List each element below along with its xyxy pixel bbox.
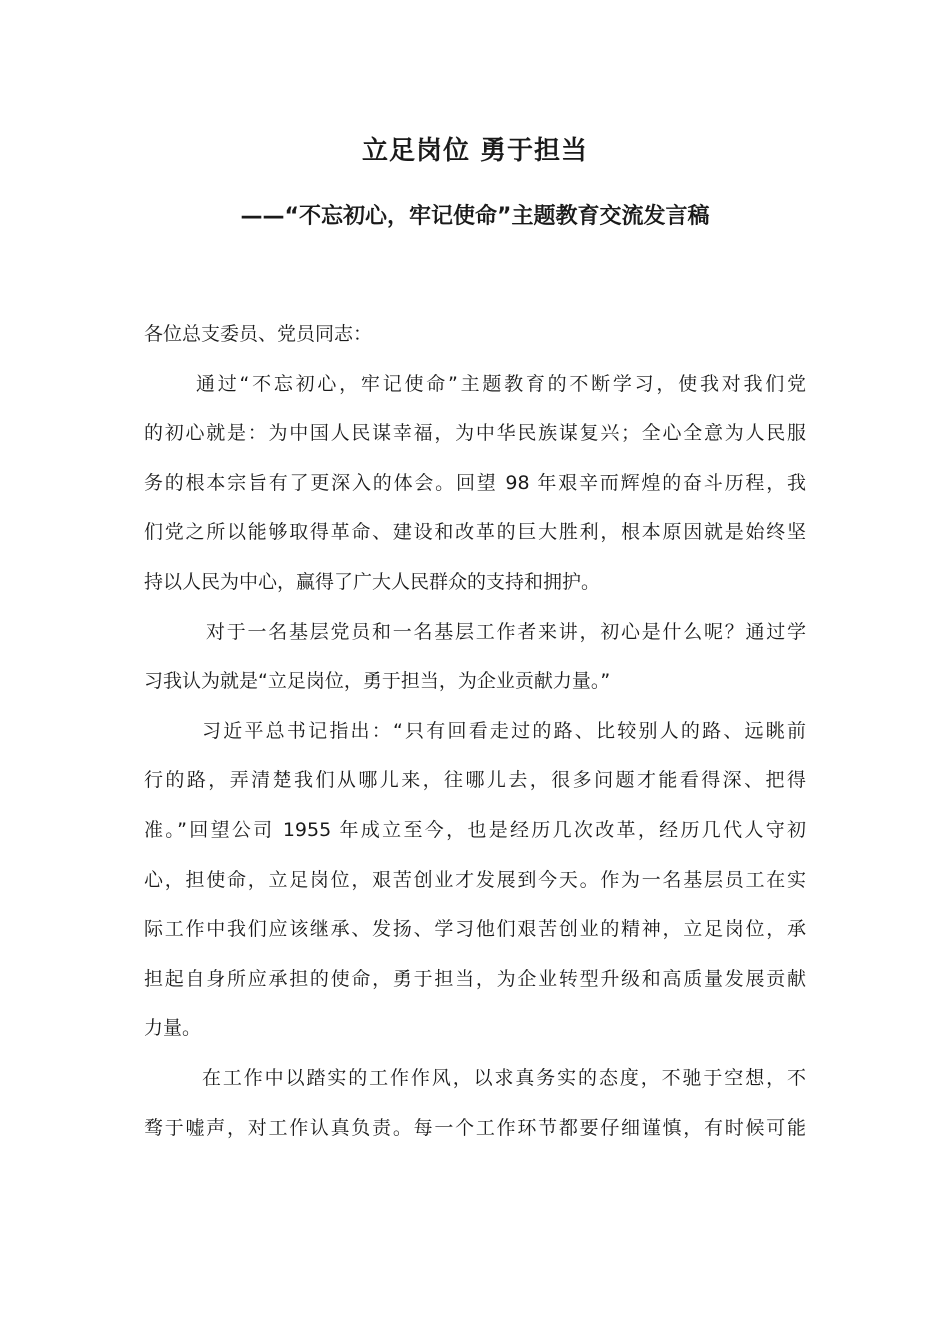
paragraph-line: 通过“不忘初心，牢记使命”主题教育的不断学习，使我对我们党: [196, 372, 806, 395]
document-body: [144, 310, 806, 1153]
document-subtitle: ——“不忘初心，牢记使命”主题教育交流发言稿: [240, 204, 710, 229]
paragraph-line: 力量。: [144, 1017, 202, 1040]
paragraph-line: 准。”回望公司 1955 年成立至今，也是经历几次改革，经历几代人守初: [144, 818, 806, 841]
paragraph-line: 心，担使命，立足岗位，艰苦创业才发展到今天。作为一名基层员工在实: [144, 868, 806, 891]
paragraph-line: 的初心就是：为中国人民谋幸福，为中华民族谋复兴；全心全意为人民服: [144, 422, 806, 445]
salutation-line: 各位总支委员、党员同志：: [144, 323, 373, 345]
paragraph-line: 务的根本宗旨有了更深入的体会。回望 98 年艰辛而辉煌的奋斗历程，我: [144, 471, 806, 494]
paragraph-line: 习我认为就是“立足岗位，勇于担当，为企业贡献力量。”: [144, 670, 611, 693]
paragraph-line: 骛于嘘声，对工作认真负责。每一个工作环节都要仔细谨慎，有时候可能: [144, 1116, 806, 1139]
paragraph-line: 持以人民为中心，赢得了广大人民群众的支持和拥护。: [144, 570, 601, 593]
paragraph-line: 习近平总书记指出：“只有回看走过的路、比较别人的路、远眺前: [202, 719, 806, 742]
document-title: 立足岗位 勇于担当: [361, 136, 589, 166]
paragraph-line: 在工作中以踏实的工作作风，以求真务实的态度，不驰于空想，不: [202, 1066, 806, 1089]
paragraph-line: 际工作中我们应该继承、发扬、学习他们艰苦创业的精神，立足岗位，承: [144, 918, 806, 941]
paragraph-line: 行的路，弄清楚我们从哪儿来，往哪儿去，很多问题才能看得深、把得: [144, 769, 806, 792]
paragraph-line: 担起自身所应承担的使命，勇于担当，为企业转型升级和高质量发展贡献: [144, 967, 806, 990]
paragraph-line: 们党之所以能够取得革命、建设和改革的巨大胜利，根本原因就是始终坚: [144, 521, 806, 544]
paragraph-line: 对于一名基层党员和一名基层工作者来讲，初心是什么呢？通过学: [206, 620, 806, 643]
